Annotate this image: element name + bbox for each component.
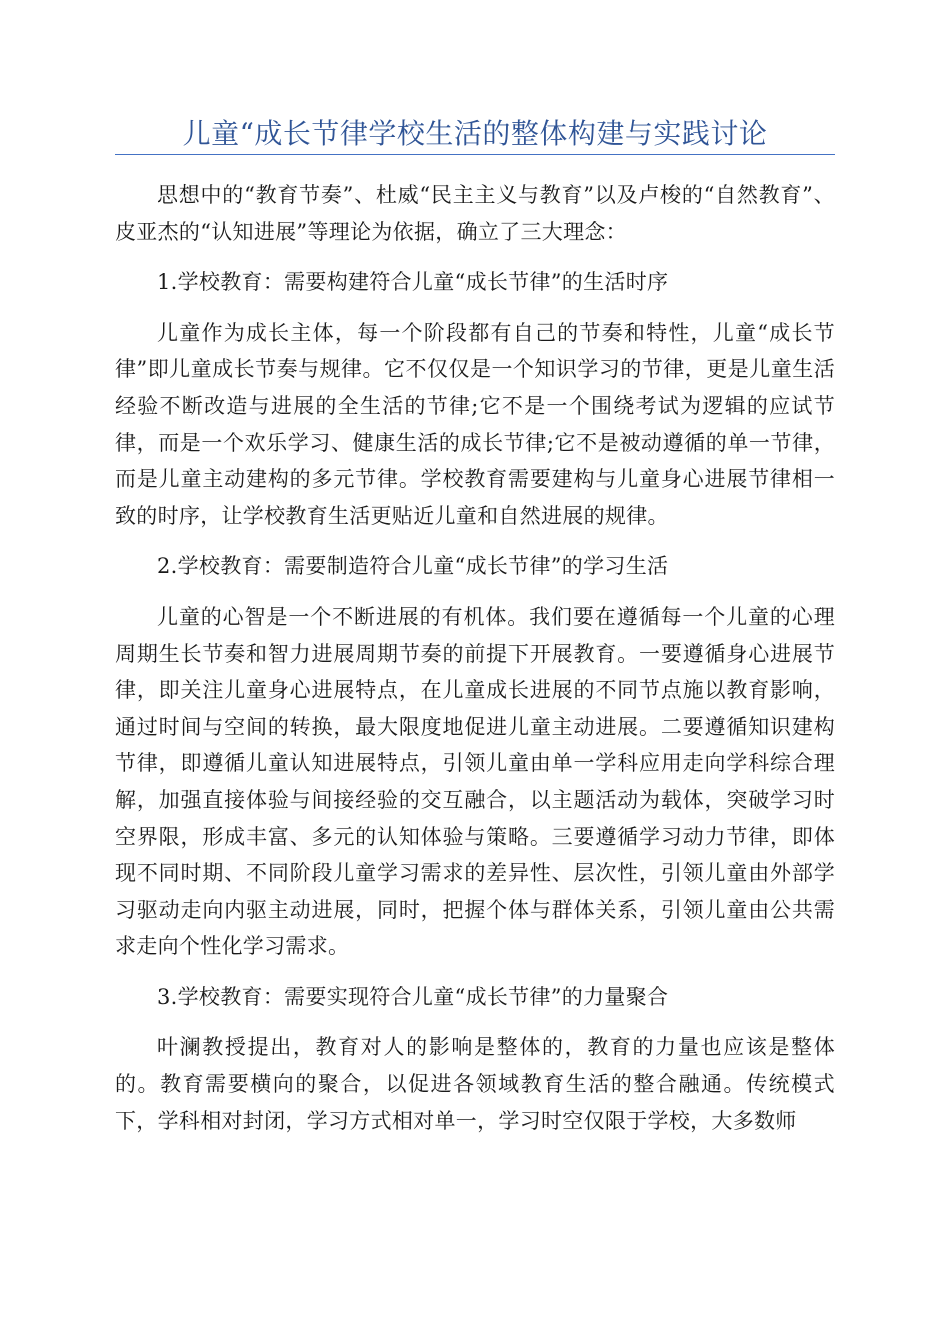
title-underline (115, 154, 835, 155)
page-title: 儿童“成长节律学校生活的整体构建与实践讨论 (182, 117, 768, 150)
section-2-paragraph: 儿童的心智是一个不断进展的有机体。我们要在遵循每一个儿童的心理周期生长节奏和智力进展周期节奏的前提下开展教育。一要遵循身心进展节律，即关注儿童身心进展特点，在儿童成长进展的不同节点施以教育影响，通过时间与空间的转换，最大限度地促进儿童主动进展。二要遵循知识建构节律，即遵循儿童认知进展特点，引领儿童由单一学科应用走向学科综合理解，加强直接体验与间接经验的交互融合，以主题活动为载体，突破学习时空界限，形成丰富、多元的认知体验与策略。三要遵循学习动力节律，即体现不同时期、不同阶段儿童学习需求的差异性、层次性，引领儿童由外部学习驱动走向内驱主动进展，同时，把握个体与群体关系，引领儿童由公共需求走向个性化学习需求。 (115, 604, 835, 959)
section-1-heading: 1.学校教育：需要构建符合儿童“成长节律”的生活时序 (157, 270, 669, 295)
intro-paragraph: 思想中的“教育节奏”、杜威“民主主义与教育”以及卢梭的“自然教育”、皮亚杰的“认知进展”等理论为依据，确立了三大理念： (115, 183, 835, 244)
section-2-heading: 2.学校教育：需要制造符合儿童“成长节律”的学习生活 (157, 554, 669, 579)
section-3-heading: 3.学校教育：需要实现符合儿童“成长节律”的力量聚合 (157, 984, 669, 1009)
document-body (115, 177, 835, 1139)
section-1-paragraph: 儿童作为成长主体，每一个阶段都有自己的节奏和特性，儿童“成长节律”即儿童成长节奏与规律。它不仅仅是一个知识学习的节律，更是儿童生活经验不断改造与进展的全生活的节律;它不是一个围绕考试为逻辑的应试节律，而是一个欢乐学习、健康生活的成长节律;它不是被动遵循的单一节律，而是儿童主动建构的多元节律。学校教育需要建构与儿童身心进展节律相一致的时序，让学校教育生活更贴近儿童和自然进展的规律。 (115, 320, 835, 528)
section-3-paragraph: 叶澜教授提出，教育对人的影响是整体的，教育的力量也应该是整体的。教育需要横向的聚合，以促进各领域教育生活的整合融通。传统模式下，学科相对封闭，学习方式相对单一，学习时空仅限于学校，大多数师 (115, 1035, 835, 1133)
